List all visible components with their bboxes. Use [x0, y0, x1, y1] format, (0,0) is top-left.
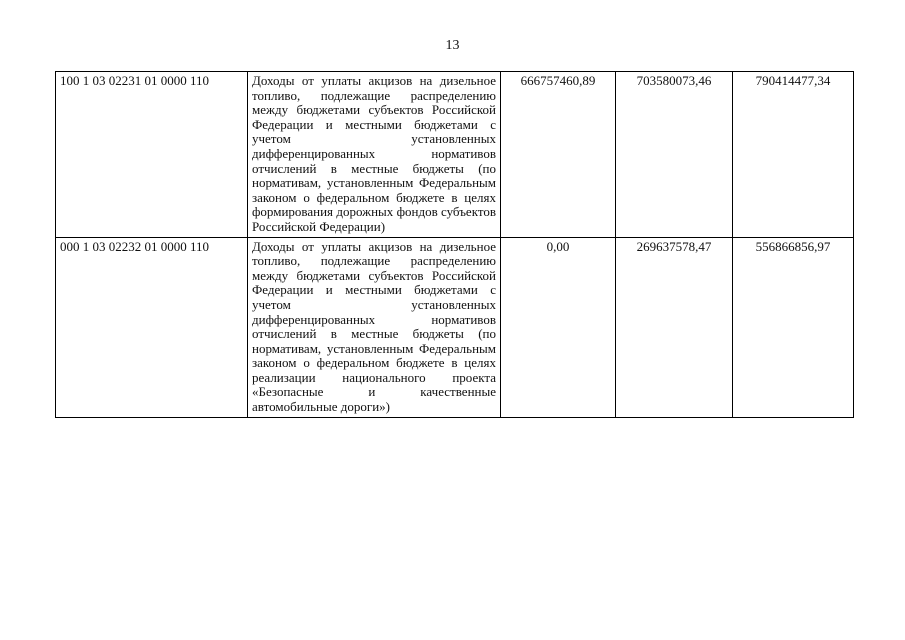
- budget-revenue-table: [55, 71, 854, 418]
- table-row: [56, 237, 854, 417]
- table-row: [56, 72, 854, 238]
- page-number: 13: [445, 38, 460, 53]
- budget-classification-code: 100 1 03 02231 01 0000 110: [56, 72, 248, 238]
- amount-year-1: 666757460,89: [501, 72, 616, 238]
- amount-year-2: 269637578,47: [616, 237, 733, 417]
- revenue-description: Доходы от уплаты акцизов на дизельное топливо, подлежащие распределению между бюджетами субъектов Российской Федерации и местными бюджетами с учетом установленных дифференцированных нормативов отчислений в местные бюджеты (по нормативам, установленным Федеральным законом о федеральном бюджете в целях реализации национального проекта «Безопасные и качественные автомобильные дороги»): [248, 237, 501, 417]
- amount-year-1: 0,00: [501, 237, 616, 417]
- revenue-description: Доходы от уплаты акцизов на дизельное топливо, подлежащие распределению между бюджетами субъектов Российской Федерации и местными бюджетами с учетом установленных дифференцированных нормативов отчислений в местные бюджеты (по нормативам, установленным Федеральным законом о федеральном бюджете в целях формирования дорожных фондов субъектов Российской Федерации): [248, 72, 501, 238]
- amount-year-3: 790414477,34: [733, 72, 854, 238]
- amount-year-3: 556866856,97: [733, 237, 854, 417]
- amount-year-2: 703580073,46: [616, 72, 733, 238]
- budget-classification-code: 000 1 03 02232 01 0000 110: [56, 237, 248, 417]
